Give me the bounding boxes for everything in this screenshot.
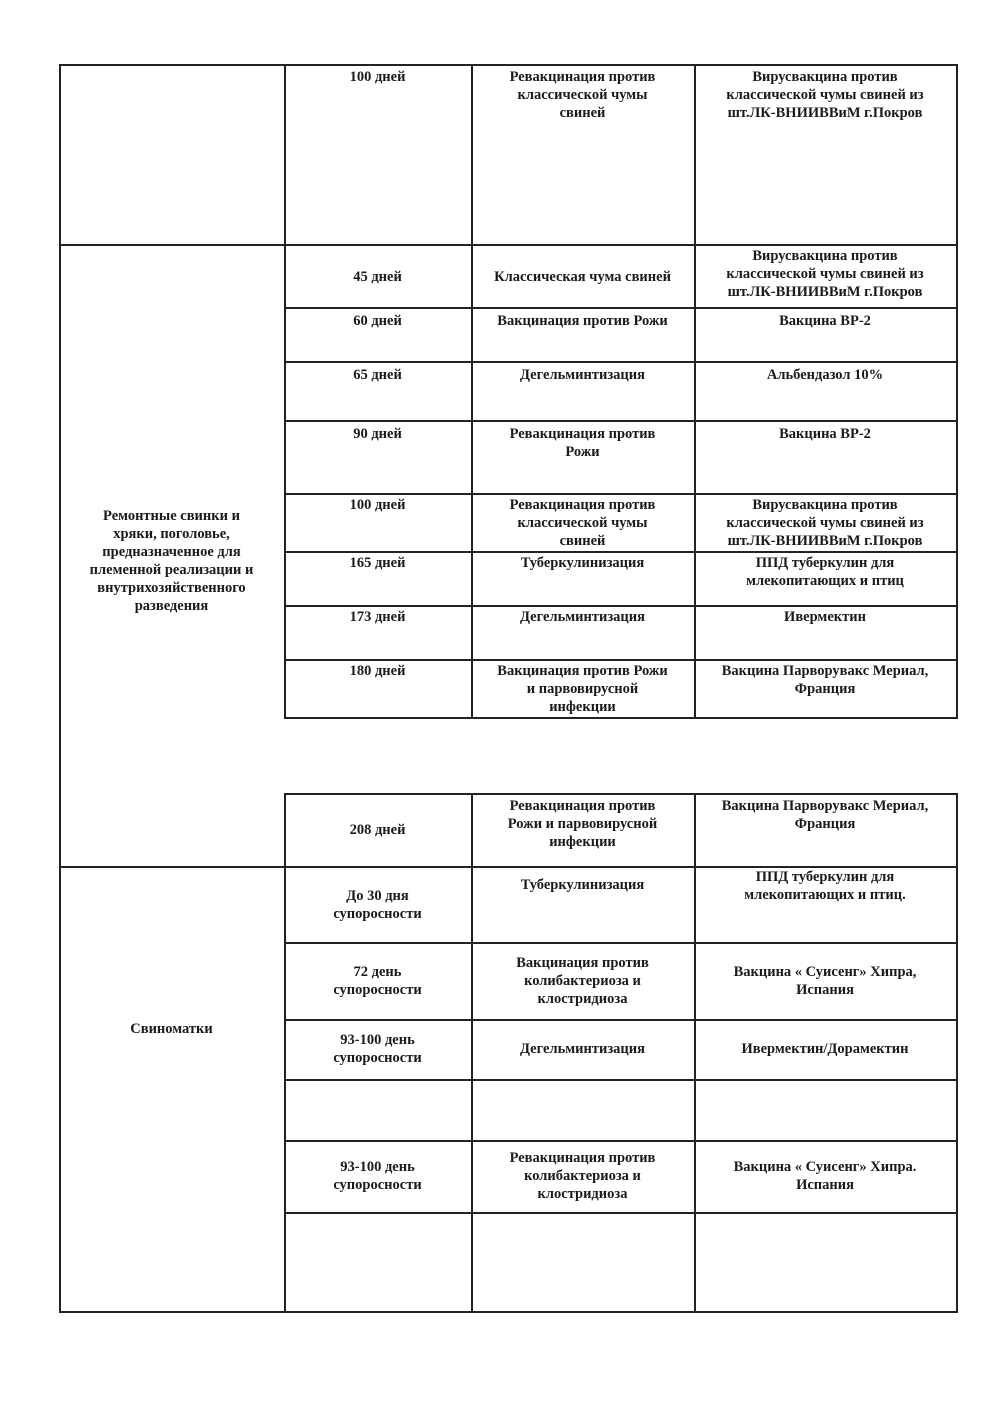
group-cell-line: внутрихозяйственного: [97, 580, 246, 596]
age-cell: [284, 1213, 471, 1310]
drug-cell-line: млекопитающих и птиц: [746, 573, 904, 589]
drug-cell-line: Вакцина Парворувакс Мериал,: [721, 663, 929, 679]
age-cell-line: 93-100 день: [340, 1159, 415, 1175]
drug-cell-line: Альбендазол 10%: [766, 367, 884, 383]
drug-cell: [694, 1141, 956, 1211]
event-cell-line: Туберкулинизация: [520, 877, 645, 893]
event-cell-line: классической чумы: [517, 515, 648, 531]
table-rule: [956, 361, 958, 422]
event-cell: [471, 1080, 694, 1139]
drug-cell-line: Вирусвакцина против: [752, 497, 898, 513]
table-rule: [59, 64, 61, 246]
age-cell: [284, 494, 471, 550]
age-cell: [284, 660, 471, 716]
drug-cell-line: Франция: [794, 681, 856, 697]
table-rule: [284, 717, 956, 719]
event-cell-line: Вакцинация против: [516, 954, 649, 971]
event-cell-line: Рожи и парвовирусной: [507, 816, 658, 832]
drug-cell-line: ППД туберкулин для: [755, 555, 895, 571]
event-cell: [471, 1020, 694, 1078]
event-cell-line: свиней: [559, 533, 606, 549]
drug-cell-line: Вакцина ВР-2: [779, 426, 871, 442]
table-rule: [956, 867, 958, 944]
drug-cell-line: ППД туберкулин для: [755, 869, 895, 885]
event-cell-line: клостридиоза: [537, 1186, 628, 1202]
table-rule: [956, 420, 958, 495]
drug-cell-line: классической чумы свиней из: [726, 266, 924, 282]
table-rule: [956, 605, 958, 661]
drug-cell-line: классической чумы свиней из: [726, 515, 924, 531]
table-rule: [956, 793, 958, 868]
event-cell: [471, 247, 694, 306]
table-rule: [956, 1019, 958, 1081]
drug-cell: [694, 606, 956, 658]
event-cell-line: свиней: [559, 105, 606, 121]
event-cell-line: колибактериоза и: [524, 972, 641, 989]
drug-cell-line: Вакцина Парворувакс Мериал,: [721, 798, 929, 814]
table-rule: [956, 493, 958, 553]
event-cell-line: Ревакцинация против: [509, 426, 656, 442]
event-cell-line: Рожи: [565, 444, 600, 460]
drug-cell-line: Франция: [794, 816, 856, 832]
age-cell-line: 173 дней: [349, 609, 406, 625]
group-cell: [59, 867, 284, 1191]
drug-cell: [694, 494, 956, 550]
drug-cell: [694, 1080, 956, 1139]
drug-cell-line: классической чумы свиней из: [726, 87, 924, 103]
drug-cell-line: млекопитающих и птиц.: [744, 887, 906, 903]
event-cell-line: Классическая чума свиней: [494, 268, 671, 285]
event-cell-line: клостридиоза: [537, 990, 628, 1007]
event-cell: [471, 606, 694, 658]
drug-cell: [694, 660, 956, 716]
age-cell-line: 65 дней: [353, 367, 402, 383]
group-cell-line: племенной реализации и: [89, 562, 254, 578]
event-cell-line: колибактериоза и: [524, 1168, 641, 1184]
event-cell-line: Дегельминтизация: [520, 367, 645, 383]
event-cell: [471, 795, 694, 865]
drug-cell: [694, 66, 956, 242]
table-rule: [956, 64, 958, 246]
age-cell: [284, 1141, 471, 1211]
age-cell-line: супоросности: [333, 1050, 422, 1066]
age-cell-line: 180 дней: [349, 663, 406, 679]
event-cell: [471, 660, 694, 716]
drug-cell: [694, 1213, 956, 1310]
age-cell-line: 45 дней: [353, 268, 402, 285]
drug-cell-line: Вакцина « Суисенг» Хипра,: [733, 963, 917, 980]
event-cell-line: Вакцинация против Рожи: [497, 313, 668, 329]
group-cell-line: хряки, поголовье,: [113, 526, 230, 542]
age-cell-line: 72 день: [353, 963, 402, 980]
drug-cell-line: Ивермектин: [784, 609, 866, 625]
drug-cell: [694, 943, 956, 1018]
age-cell: [284, 66, 471, 242]
drug-cell-line: Испания: [796, 981, 854, 998]
age-cell: [284, 308, 471, 360]
age-cell-line: До 30 дня: [346, 887, 409, 904]
table-rule: [956, 307, 958, 363]
age-cell: [284, 868, 471, 941]
table-rule: [956, 1140, 958, 1214]
event-cell: [471, 1213, 694, 1310]
event-cell: [471, 943, 694, 1018]
event-cell-line: Ревакцинация против: [509, 497, 656, 513]
age-cell-line: 165 дней: [349, 555, 406, 571]
drug-cell-line: Ивермектин/Дорамектин: [741, 1041, 909, 1057]
table-rule: [956, 1079, 958, 1142]
drug-cell-line: шт.ЛК-ВНИИВВиМ г.Покров: [727, 284, 923, 300]
drug-cell-line: Вирусвакцина против: [752, 248, 898, 264]
event-cell-line: Дегельминтизация: [520, 609, 645, 625]
age-cell: [284, 943, 471, 1018]
table-rule: [956, 246, 958, 309]
table-rule: [59, 1311, 956, 1313]
event-cell-line: инфекции: [549, 834, 616, 850]
group-cell-line: разведения: [134, 598, 209, 614]
event-cell-line: инфекции: [549, 699, 616, 715]
event-cell: [471, 868, 694, 941]
group-cell-line: Ремонтные свинки и: [103, 508, 240, 524]
age-cell-line: 90 дней: [353, 426, 402, 442]
drug-cell-line: Вакцина « Суисенг» Хипра.: [733, 1159, 917, 1175]
group-cell-line: предназначенное для: [102, 544, 241, 560]
event-cell-line: Дегельминтизация: [520, 1041, 645, 1057]
event-cell: [471, 308, 694, 360]
age-cell: [284, 552, 471, 604]
event-cell: [471, 494, 694, 550]
drug-cell: [694, 1020, 956, 1078]
event-cell-line: Ревакцинация против: [509, 1150, 656, 1166]
drug-cell-line: Вакцина ВР-2: [779, 313, 871, 329]
drug-cell-line: Вирусвакцина против: [752, 69, 898, 85]
table-rule: [956, 942, 958, 1021]
age-cell: [284, 606, 471, 658]
table-rule: [956, 1212, 958, 1313]
age-cell: [284, 421, 471, 492]
drug-cell: [694, 308, 956, 360]
drug-cell: [694, 362, 956, 419]
age-cell-line: 93-100 день: [340, 1032, 415, 1048]
drug-cell-line: шт.ЛК-ВНИИВВиМ г.Покров: [727, 533, 923, 549]
age-cell-line: супоросности: [333, 905, 422, 922]
age-cell-line: супоросности: [333, 981, 422, 998]
event-cell: [471, 66, 694, 242]
age-cell-line: 60 дней: [353, 313, 402, 329]
drug-cell: [694, 868, 956, 941]
event-cell-line: Вакцинация против Рожи: [497, 663, 668, 679]
age-cell-line: 100 дней: [349, 69, 406, 85]
event-cell: [471, 552, 694, 604]
event-cell: [471, 421, 694, 492]
drug-cell: [694, 247, 956, 306]
event-cell-line: Туберкулинизация: [520, 555, 645, 571]
event-cell-line: Ревакцинация против: [509, 798, 656, 814]
event-cell-line: Ревакцинация против: [509, 69, 656, 85]
drug-cell: [694, 552, 956, 604]
event-cell-line: и парвовирусной: [526, 681, 639, 697]
age-cell: [284, 1020, 471, 1078]
drug-cell-line: Испания: [796, 1177, 854, 1193]
age-cell-line: 208 дней: [349, 822, 406, 838]
age-cell: [284, 247, 471, 306]
table-rule: [956, 659, 958, 719]
event-cell: [471, 362, 694, 419]
age-cell-line: супоросности: [333, 1177, 422, 1193]
group-cell: [59, 246, 284, 866]
drug-cell: [694, 421, 956, 492]
age-cell: [284, 362, 471, 419]
age-cell: [284, 795, 471, 865]
age-cell: [284, 1080, 471, 1139]
age-cell-line: 100 дней: [349, 497, 406, 513]
table-rule: [956, 551, 958, 607]
group-cell-line: Свиноматки: [130, 1021, 213, 1037]
drug-cell-line: шт.ЛК-ВНИИВВиМ г.Покров: [727, 105, 923, 121]
event-cell: [471, 1141, 694, 1211]
event-cell-line: классической чумы: [517, 87, 648, 103]
drug-cell: [694, 795, 956, 865]
